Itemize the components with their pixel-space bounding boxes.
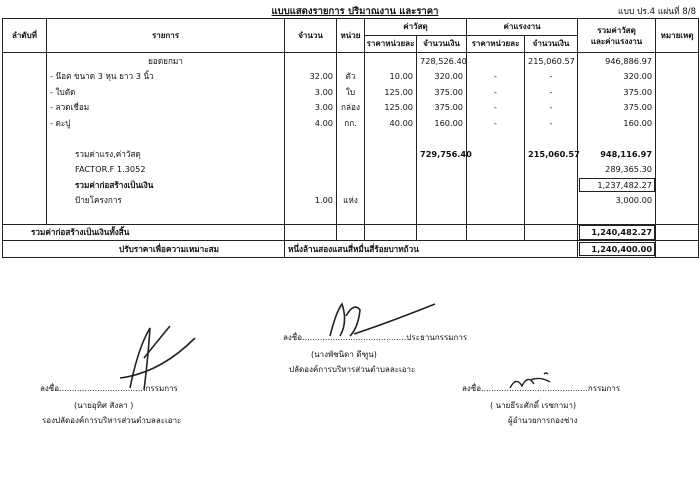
member2-sign-line: ลงชื่อ..........................................กรรมการ xyxy=(462,384,621,393)
qty-cell: 3.00 xyxy=(285,100,337,116)
mat-amount-cell: 375.00 xyxy=(417,100,467,116)
lab-amount-cell: - xyxy=(525,69,578,85)
unit-cell: ตัว xyxy=(337,69,365,85)
col-header-unit: หน่วย xyxy=(337,19,365,53)
item-cell: - น๊อต ขนาด 3 หุน ยาว 3 นิ้ว xyxy=(47,69,285,85)
mat-amount-cell: 728,526.40 xyxy=(417,53,467,69)
sign-label: ป้ายโครงการ xyxy=(47,193,285,209)
col-header-item: รายการ xyxy=(47,19,285,53)
lab-price-cell: - xyxy=(467,84,525,100)
unit-cell: กล่อง xyxy=(337,100,365,116)
member2-name: ( นายธีระศักดิ์ เรชกามา) xyxy=(490,401,577,410)
adjusted-row xyxy=(3,241,699,258)
mat-amount-cell: 320.00 xyxy=(417,69,467,85)
item-cell: - ลวดเชื่อม xyxy=(47,100,285,116)
lab-price-cell: - xyxy=(467,100,525,116)
project-sign-row xyxy=(3,193,699,209)
mat-price-cell: 125.00 xyxy=(365,100,417,116)
item-cell: - ใบตัด xyxy=(47,84,285,100)
subtotal-row xyxy=(3,146,699,162)
lab-price-cell: - xyxy=(467,115,525,131)
signature-chairman xyxy=(283,332,467,375)
item-cell: ยอดยกมา xyxy=(47,53,285,69)
col-header-qty: จำนวน xyxy=(285,19,337,53)
col-header-labor: ค่าแรงงาน xyxy=(467,19,578,36)
table-row-blank xyxy=(3,131,699,147)
lab-amount-cell: - xyxy=(525,100,578,116)
sign-qty: 1.00 xyxy=(285,193,337,209)
chairman-sign-line: ลงชื่อ.........................................ประธานกรรมการ xyxy=(283,333,468,342)
grand-total-row xyxy=(3,224,699,241)
table-row xyxy=(3,115,699,131)
factor-label: FACTOR.F 1.3052 xyxy=(47,162,285,178)
qty-cell: 3.00 xyxy=(285,84,337,100)
member1-sign-line: ลงชื่อ..................................กรรมการ xyxy=(40,384,178,393)
col-header-total xyxy=(578,19,656,53)
qty-cell: 4.00 xyxy=(285,115,337,131)
subtotal-total: 948,116.97 xyxy=(578,146,656,162)
total-cell: 320.00 xyxy=(578,69,656,85)
table-row xyxy=(3,100,699,116)
document-title: แบบแสดงรายการ ปริมาณงาน และราคา xyxy=(271,6,439,17)
grand-total-value: 1,240,482.27 xyxy=(578,224,656,241)
form-number: แบบ ปร.4 แผ่นที่ 8/8 xyxy=(618,7,696,17)
table-row xyxy=(3,84,699,100)
lab-price-cell xyxy=(467,53,525,69)
construction-value: 1,237,482.27 xyxy=(578,177,656,193)
col-header-material: ค่าวัสดุ xyxy=(365,19,467,36)
subtotal-labor: 215,060.57 xyxy=(525,146,578,162)
table-row xyxy=(3,53,699,69)
member1-position: รองปลัดองค์การบริหารส่วนตำบลละเอาะ xyxy=(42,416,182,425)
col-header-no: ลำดับที่ xyxy=(3,19,47,53)
qty-cell xyxy=(285,53,337,69)
col-header-lab-unit-price: ราคาหน่วยละ xyxy=(467,36,525,53)
mat-amount-cell: 160.00 xyxy=(417,115,467,131)
total-cell: 946,886.97 xyxy=(578,53,656,69)
mat-price-cell: 10.00 xyxy=(365,69,417,85)
col-header-remark: หมายเหตุ xyxy=(656,19,699,53)
mat-price-cell: 125.00 xyxy=(365,84,417,100)
factor-value: 289,365.30 xyxy=(578,162,656,178)
member1-name: (นายอุทิศ สังลา ) xyxy=(74,401,134,410)
adjusted-label: ปรับราคาเพื่อความเหมาะสม xyxy=(3,241,285,258)
factor-row xyxy=(3,162,699,178)
mat-price-cell xyxy=(365,53,417,69)
table-row-blank xyxy=(3,208,699,224)
chairman-name: (นางพัชนิดา ดีฑูน) xyxy=(311,350,377,359)
sign-unit: แห่ง xyxy=(337,193,365,209)
col-header-mat-amount: จำนวนเงิน xyxy=(417,36,467,53)
lab-price-cell: - xyxy=(467,69,525,85)
col-header-total-line1: รวมค่าวัสดุ xyxy=(597,25,636,35)
construction-label: รวมค่าก่อสร้างเป็นเงิน xyxy=(47,177,285,193)
unit-cell: กก. xyxy=(337,115,365,131)
subtotal-label: รวมค่าแรง,ค่าวัสดุ xyxy=(47,146,285,162)
unit-cell xyxy=(337,53,365,69)
lab-amount-cell: - xyxy=(525,84,578,100)
lab-amount-cell: - xyxy=(525,115,578,131)
table-row xyxy=(3,69,699,85)
col-header-lab-amount: จำนวนเงิน xyxy=(525,36,578,53)
construction-total-row xyxy=(3,177,699,193)
lab-amount-cell: 215,060.57 xyxy=(525,53,578,69)
member2-position: ผู้อำนวยการกองช่าง xyxy=(508,416,578,425)
mat-price-cell: 40.00 xyxy=(365,115,417,131)
unit-cell: ใบ xyxy=(337,84,365,100)
subtotal-material: 729,756.40 xyxy=(417,146,467,162)
qty-cell: 32.00 xyxy=(285,69,337,85)
total-cell: 160.00 xyxy=(578,115,656,131)
total-cell: 375.00 xyxy=(578,100,656,116)
adjusted-words: หนึ่งล้านสองแสนสี่หมื่นสี่ร้อยบาทถ้วน xyxy=(285,241,578,258)
signature-member2 xyxy=(462,383,620,426)
bill-of-quantities-table xyxy=(2,18,699,258)
signature-member1 xyxy=(40,383,181,426)
total-cell: 375.00 xyxy=(578,84,656,100)
grand-total-label: รวมค่าก่อสร้างเป็นเงินทั้งสิ้น xyxy=(3,224,285,241)
mat-amount-cell: 375.00 xyxy=(417,84,467,100)
adjusted-value: 1,240,400.00 xyxy=(578,241,656,258)
chairman-position: ปลัดองค์การบริหารส่วนตำบลละเอาะ xyxy=(289,365,416,374)
col-header-mat-unit-price: ราคาหน่วยละ xyxy=(365,36,417,53)
col-header-total-line2: และค่าแรงงาน xyxy=(590,36,643,46)
item-cell: - ตะปู xyxy=(47,115,285,131)
sign-value: 3,000.00 xyxy=(578,193,656,209)
